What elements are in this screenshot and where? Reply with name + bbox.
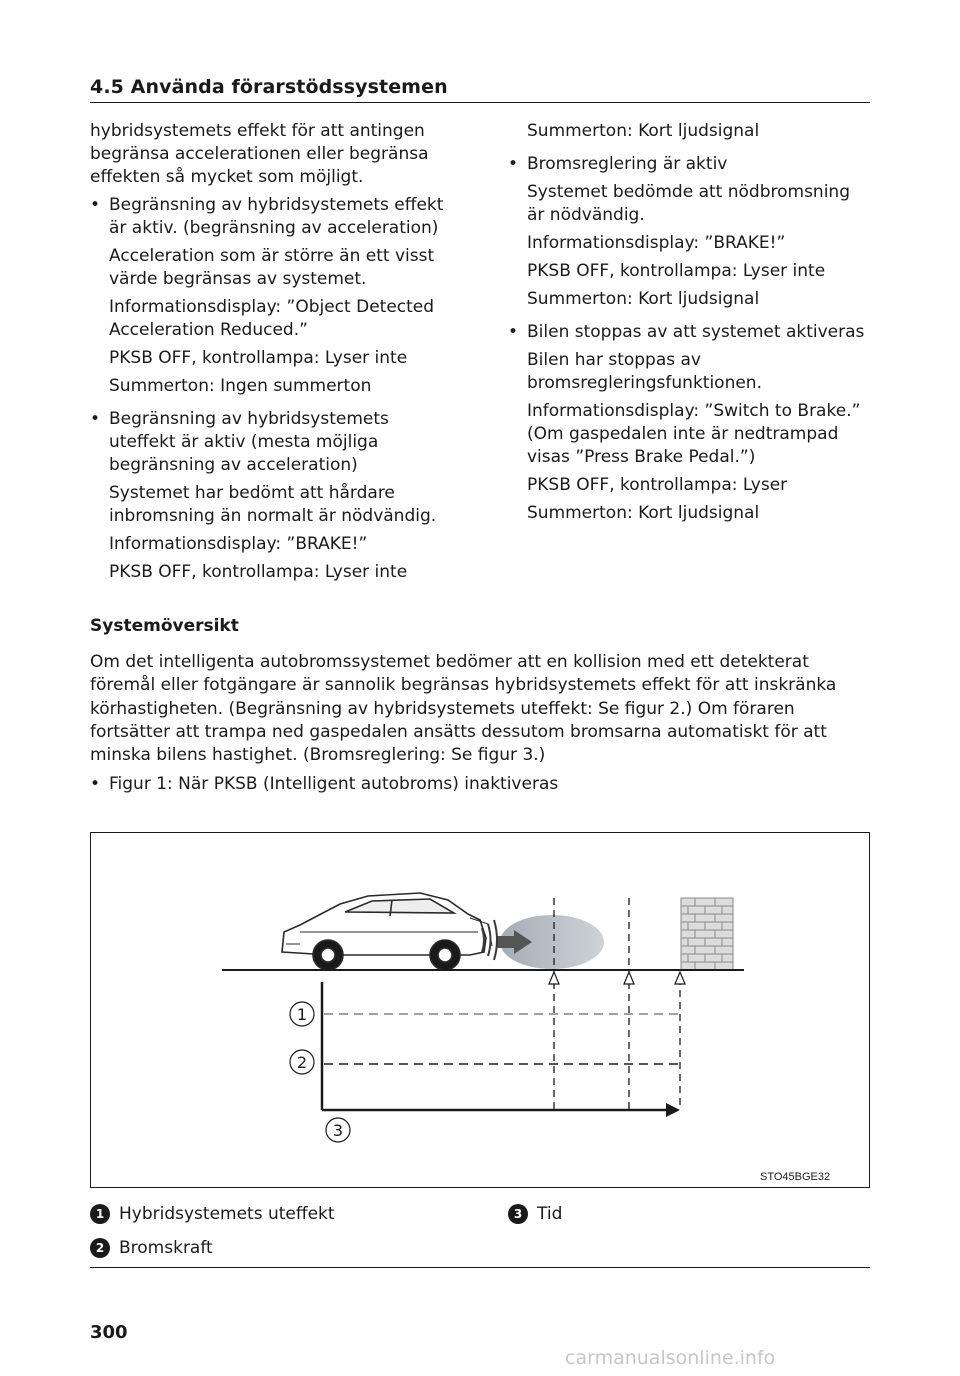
- bullet-icon: •: [90, 195, 101, 215]
- detail-line: Summerton: Kort ljudsignal: [527, 503, 760, 523]
- legend-item-2: [90, 1237, 213, 1259]
- brick-wall: [681, 898, 733, 970]
- bullet-icon: •: [90, 409, 101, 429]
- section-title: 4.5 Använda förarstödssystemen: [90, 76, 448, 98]
- time-arrow-icon: [666, 1103, 680, 1117]
- list-item: • Bromsreglering är aktiv: [508, 154, 728, 174]
- watermark: carmanualsonline.info: [565, 1347, 776, 1369]
- legend-text: Hybridsystemets uteffekt: [119, 1204, 335, 1224]
- sensor-waves-icon: [482, 920, 497, 960]
- detail-line: Informationsdisplay: ”Object Detected Acceleration Reduced.”: [109, 297, 435, 340]
- list-item: • Bilen stoppas av att systemet aktiveras: [508, 322, 865, 342]
- detail-line: Bilen har stoppas av bromsregleringsfunktionen.: [527, 350, 762, 393]
- legend-item-3: [508, 1203, 562, 1225]
- detail-line: Summerton: Kort ljudsignal: [527, 121, 760, 141]
- bottom-divider: [90, 1267, 870, 1268]
- callout-3: [326, 1118, 350, 1142]
- callout-3-label: 3: [332, 1121, 344, 1140]
- callout-1-label: 1: [296, 1005, 308, 1024]
- detail-line: PKSB OFF, kontrollampa: Lyser inte: [109, 348, 408, 368]
- callout-2-label: 2: [296, 1053, 308, 1072]
- detail-line: Systemet bedömde att nödbromsning är nödvändig.: [527, 182, 850, 225]
- legend-text: Bromskraft: [119, 1238, 213, 1258]
- bullet-icon: •: [508, 154, 519, 174]
- marker-triangles: [549, 972, 685, 984]
- car-illustration: [282, 893, 492, 970]
- intro-text: hybridsystemets effekt för att antingen begränsa accelerationen eller begränsa effekten så mycket som möjligt.: [90, 121, 429, 187]
- legend-number: 1: [90, 1204, 110, 1224]
- detail-line: Summerton: Kort ljudsignal: [527, 289, 760, 309]
- bullet-icon: •: [90, 774, 101, 795]
- legend-text: Tid: [537, 1204, 563, 1224]
- legend-item-1: [90, 1203, 335, 1225]
- callout-2: [290, 1050, 314, 1074]
- detail-line: Informationsdisplay: ”BRAKE!”: [109, 534, 368, 554]
- detail-line: Summerton: Ingen summerton: [109, 376, 372, 396]
- figure-code: STO45BGE32: [760, 1171, 831, 1183]
- detail-line: PKSB OFF, kontrollampa: Lyser inte: [109, 562, 408, 582]
- overview-heading: Systemöversikt: [90, 616, 239, 636]
- list-item: • Begränsning av hybridsystemets effekt är aktiv. (begränsning av acceleration): [90, 195, 444, 238]
- detail-line: Systemet har bedömt att hårdare inbromsning än normalt är nödvändig.: [109, 483, 437, 526]
- bullet-icon: •: [508, 322, 519, 342]
- page-number: 300: [90, 1322, 128, 1343]
- overview-paragraph: Om det intelligenta autobromssystemet bedömer att en kollision med ett detekterat föremål eller fotgängare är sannolik begränsas hybridsystemets effekt för att inskränka körhastigheten. (Begränsning av hybridsystemets uteffekt: Se figur 2.) Om föraren fortsätter att trampa ned gaspedalen ansätts dessutom bromsarna automatiskt för att minska bilens hastighet. (Bromsreglering: Se figur 3.): [90, 652, 837, 766]
- detail-line: Informationsdisplay: ”Switch to Brake.” (Om gaspedalen inte är nedtrampad visas ”Press Brake Pedal.”): [527, 401, 861, 467]
- detail-line: Acceleration som är större än ett visst värde begränsas av systemet.: [109, 246, 435, 289]
- figure-caption-item: • Figur 1: När PKSB (Intelligent autobroms) inaktiveras: [90, 773, 870, 796]
- legend-number: 2: [90, 1238, 110, 1258]
- detail-line: PKSB OFF, kontrollampa: Lyser: [527, 475, 788, 495]
- detail-line: PKSB OFF, kontrollampa: Lyser inte: [527, 261, 826, 281]
- callout-1: [290, 1002, 314, 1026]
- detail-line: Informationsdisplay: ”BRAKE!”: [527, 233, 786, 253]
- legend-number: 3: [508, 1204, 528, 1224]
- list-item: • Begränsning av hybridsystemets uteffekt är aktiv (mesta möjliga begränsning av acceleration): [90, 409, 389, 475]
